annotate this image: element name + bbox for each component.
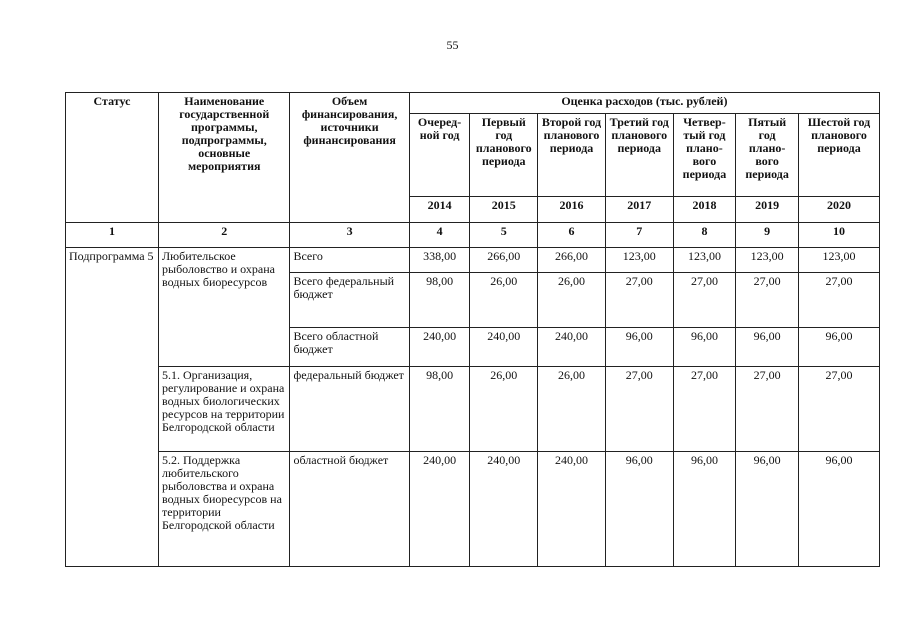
value-cell: 27,00 <box>798 367 879 452</box>
header-financing: Объем финансирования, источники финансирования <box>290 93 409 223</box>
header-year: 2014 <box>409 197 470 223</box>
value-cell: 240,00 <box>409 328 470 367</box>
value-cell: 240,00 <box>470 328 538 367</box>
value-cell: 98,00 <box>409 273 470 328</box>
value-cell: 27,00 <box>736 367 799 452</box>
table-row <box>66 452 880 567</box>
value-cell: 240,00 <box>538 452 606 567</box>
value-cell: 266,00 <box>470 248 538 273</box>
header-year: 2020 <box>798 197 879 223</box>
value-cell: 96,00 <box>736 328 799 367</box>
header-status: Статус <box>66 93 159 223</box>
value-cell: 27,00 <box>605 367 673 452</box>
source-cell: федеральный бюджет <box>290 367 409 452</box>
value-cell: 96,00 <box>798 452 879 567</box>
column-number: 1 <box>66 223 159 248</box>
header-period: Очеред-ной год <box>409 114 470 197</box>
header-period: Шестой год планового периода <box>798 114 879 197</box>
table-row <box>66 248 880 273</box>
column-number: 9 <box>736 223 799 248</box>
value-cell: 96,00 <box>605 452 673 567</box>
column-number: 2 <box>159 223 290 248</box>
table-row <box>66 367 880 452</box>
value-cell: 27,00 <box>605 273 673 328</box>
header-year: 2018 <box>673 197 736 223</box>
header-period: Четвер-тый год плано-вого периода <box>673 114 736 197</box>
value-cell: 96,00 <box>736 452 799 567</box>
header-year: 2015 <box>470 197 538 223</box>
value-cell: 26,00 <box>470 367 538 452</box>
value-cell: 123,00 <box>605 248 673 273</box>
column-number: 10 <box>798 223 879 248</box>
value-cell: 98,00 <box>409 367 470 452</box>
column-number: 8 <box>673 223 736 248</box>
value-cell: 96,00 <box>673 328 736 367</box>
value-cell: 240,00 <box>470 452 538 567</box>
source-cell: Всего областной бюджет <box>290 328 409 367</box>
value-cell: 240,00 <box>409 452 470 567</box>
value-cell: 26,00 <box>538 367 606 452</box>
value-cell: 26,00 <box>538 273 606 328</box>
header-year: 2017 <box>605 197 673 223</box>
header-year: 2016 <box>538 197 606 223</box>
value-cell: 266,00 <box>538 248 606 273</box>
header-name: Наименование государственной программы, подпрограммы, основные мероприятия <box>159 93 290 223</box>
budget-table <box>65 92 880 567</box>
header-period: Второй год планового периода <box>538 114 606 197</box>
column-number: 5 <box>470 223 538 248</box>
header-period: Третий год планового периода <box>605 114 673 197</box>
source-cell: Всего <box>290 248 409 273</box>
value-cell: 27,00 <box>673 367 736 452</box>
header-period: Первый год планового периода <box>470 114 538 197</box>
header-year: 2019 <box>736 197 799 223</box>
value-cell: 240,00 <box>538 328 606 367</box>
column-number: 7 <box>605 223 673 248</box>
value-cell: 96,00 <box>605 328 673 367</box>
column-number: 4 <box>409 223 470 248</box>
value-cell: 26,00 <box>470 273 538 328</box>
value-cell: 96,00 <box>798 328 879 367</box>
value-cell: 27,00 <box>736 273 799 328</box>
column-number: 3 <box>290 223 409 248</box>
source-cell: областной бюджет <box>290 452 409 567</box>
value-cell: 338,00 <box>409 248 470 273</box>
value-cell: 27,00 <box>798 273 879 328</box>
program-name-cell: Любительское рыболовство и охрана водных биоресурсов <box>159 248 290 367</box>
value-cell: 123,00 <box>798 248 879 273</box>
value-cell: 96,00 <box>673 452 736 567</box>
value-cell: 27,00 <box>673 273 736 328</box>
value-cell: 123,00 <box>736 248 799 273</box>
column-number: 6 <box>538 223 606 248</box>
activity-name-cell: 5.1. Организация, регулирование и охрана водных биологических ресурсов на территории Белгородской области <box>159 367 290 452</box>
header-period: Пятый год плано-вого периода <box>736 114 799 197</box>
page-number: 55 <box>446 38 459 52</box>
value-cell: 123,00 <box>673 248 736 273</box>
header-estimate: Оценка расходов (тыс. рублей) <box>409 93 879 114</box>
activity-name-cell: 5.2. Поддержка любительского рыболовства и охрана водных биоресурсов на территории Белгородской области <box>159 452 290 567</box>
status-cell: Подпрограмма 5 <box>66 248 159 567</box>
source-cell: Всего федеральный бюджет <box>290 273 409 328</box>
